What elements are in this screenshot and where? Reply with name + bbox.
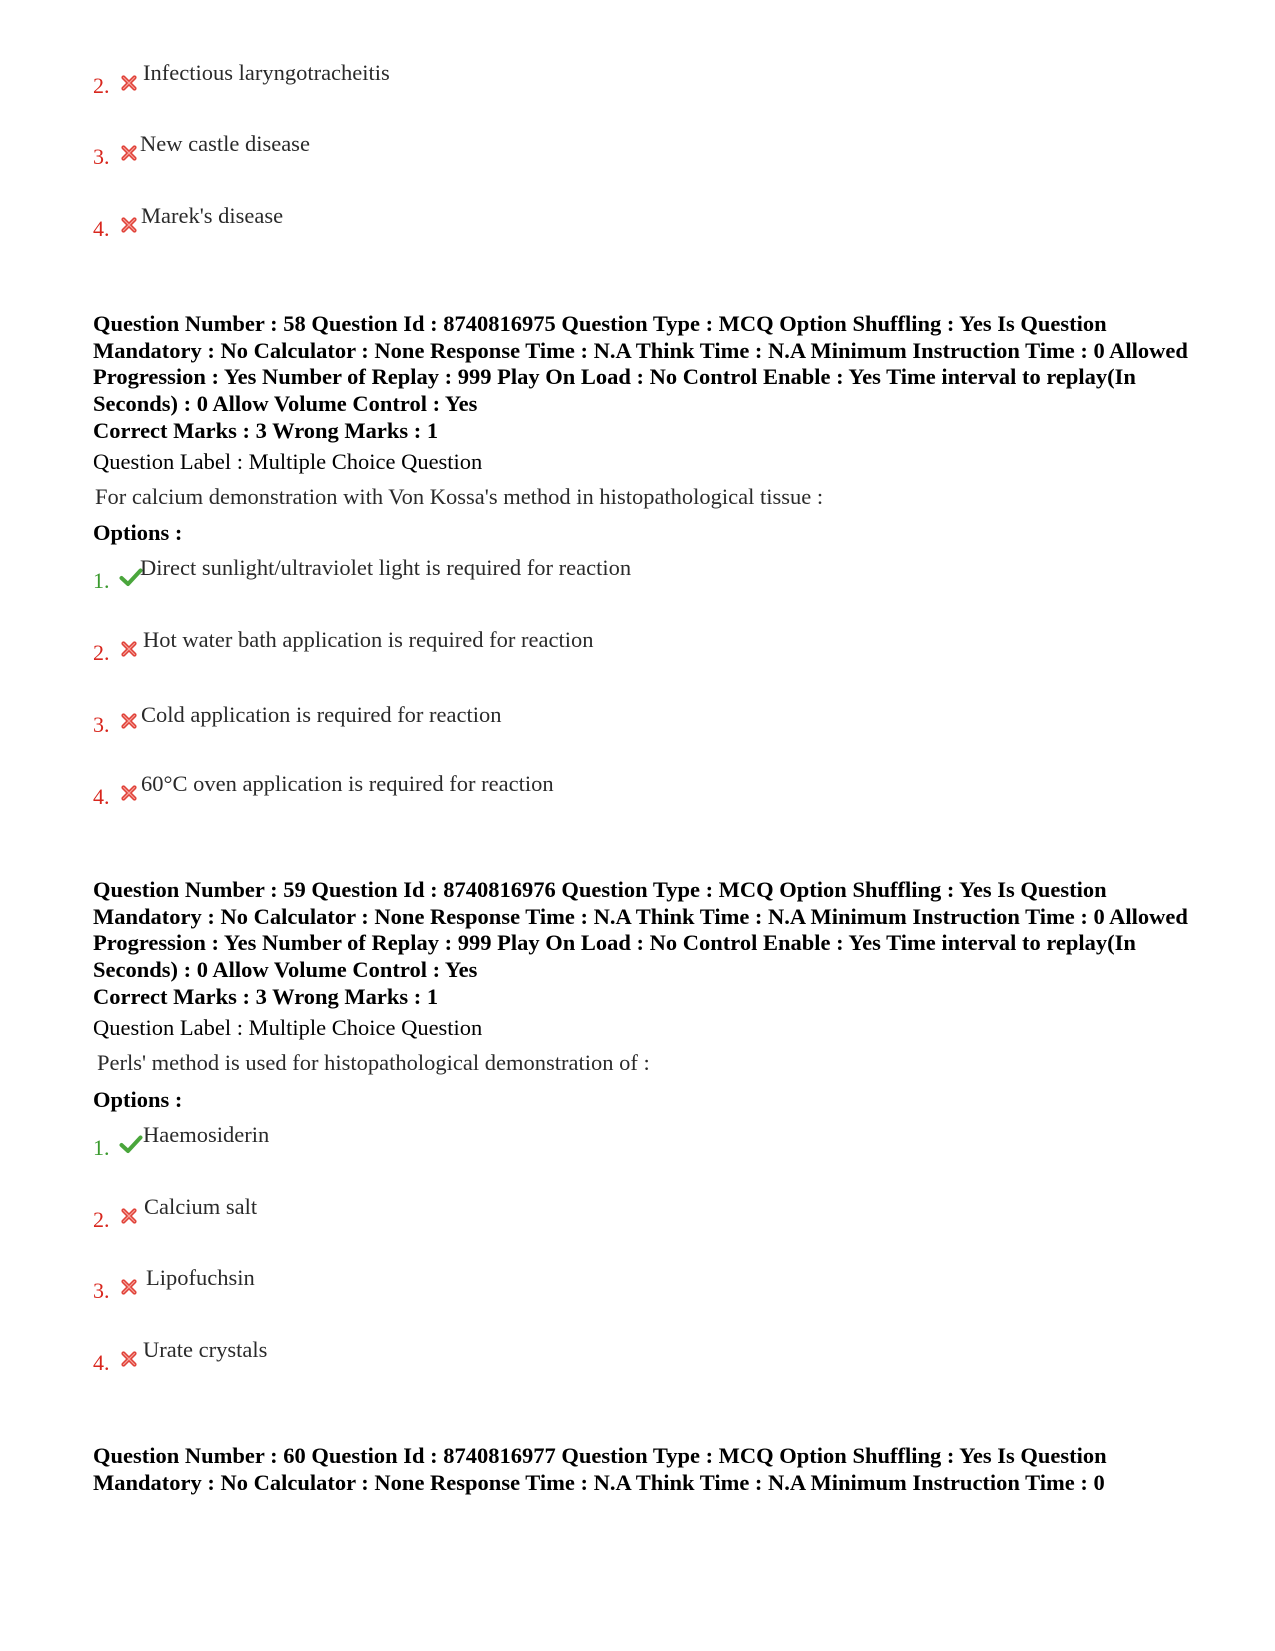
cross-icon [119, 73, 139, 93]
option-text: Direct sunlight/ultraviolet light is required for reaction [140, 555, 632, 580]
option-row [93, 627, 1193, 680]
cross-icon [119, 1206, 139, 1226]
option-row [93, 60, 1193, 113]
cross-icon [119, 1277, 139, 1297]
option-text: Cold application is required for reaction [141, 702, 502, 727]
option-text: 60°C oven application is required for reaction [141, 771, 554, 796]
option-row [93, 1122, 1193, 1175]
option-number: 2. [93, 640, 110, 665]
option-text: New castle disease [140, 131, 310, 156]
option-number: 1. [93, 1135, 110, 1160]
check-icon [119, 1134, 143, 1154]
option-text: Urate crystals [143, 1337, 268, 1362]
question-text: For calcium demonstration with Von Kossa's method in histopathological tissue : [95, 484, 824, 509]
marks-line: Correct Marks : 3 Wrong Marks : 1 [93, 984, 439, 1009]
options-label: Options : [93, 1087, 183, 1112]
option-row [93, 131, 1193, 184]
option-number: 3. [93, 144, 110, 169]
cross-icon [119, 639, 139, 659]
question-text: Perls' method is used for histopathological demonstration of : [97, 1050, 650, 1075]
question-header: Question Number : 59 Question Id : 8740816976 Question Type : MCQ Option Shuffling : Yes Is Question Mandatory : No Calculator : None Response Time : N.A Think Time : N.A Minimum Instruction Time : 0 Allowed Progression : Yes Number of Replay : 999 Play On Load : No Control Enable : Yes Time interval to replay(In Seconds) : 0 Allow Volume Control : Yes [93, 877, 1188, 982]
cross-icon [119, 783, 139, 803]
option-text: Marek's disease [141, 203, 284, 228]
question-header: Question Number : 58 Question Id : 8740816975 Question Type : MCQ Option Shuffling : Yes Is Question Mandatory : No Calculator : None Response Time : N.A Think Time : N.A Minimum Instruction Time : 0 Allowed Progression : Yes Number of Replay : 999 Play On Load : No Control Enable : Yes Time interval to replay(In Seconds) : 0 Allow Volume Control : Yes [93, 311, 1188, 416]
option-row [93, 1337, 1193, 1390]
option-row [93, 771, 1193, 824]
option-row [93, 1265, 1193, 1318]
option-number: 2. [93, 1207, 110, 1232]
option-text: Lipofuchsin [146, 1265, 255, 1290]
option-number: 4. [93, 1350, 110, 1375]
option-number: 3. [93, 1278, 110, 1303]
option-row [93, 1194, 1193, 1247]
option-number: 3. [93, 712, 110, 737]
option-text: Hot water bath application is required for reaction [143, 627, 594, 652]
option-number: 2. [93, 73, 110, 98]
question-label: Question Label : Multiple Choice Question [93, 449, 483, 474]
cross-icon [119, 143, 139, 163]
question-header: Question Number : 60 Question Id : 8740816977 Question Type : MCQ Option Shuffling : Yes Is Question Mandatory : No Calculator : None Response Time : N.A Think Time : N.A Minimum Instruction Time : 0 [93, 1443, 1107, 1495]
cross-icon [119, 1349, 139, 1369]
option-text: Infectious laryngotracheitis [143, 60, 390, 85]
option-number: 1. [93, 568, 110, 593]
question-label: Question Label : Multiple Choice Question [93, 1015, 483, 1040]
option-text: Haemosiderin [143, 1122, 270, 1147]
cross-icon [119, 215, 139, 235]
option-row [93, 555, 1193, 608]
cross-icon [119, 711, 139, 731]
option-row [93, 203, 1193, 256]
marks-line: Correct Marks : 3 Wrong Marks : 1 [93, 418, 439, 443]
option-text: Calcium salt [144, 1194, 258, 1219]
options-label: Options : [93, 520, 183, 545]
option-number: 4. [93, 784, 110, 809]
option-number: 4. [93, 216, 110, 241]
option-row [93, 702, 1193, 752]
